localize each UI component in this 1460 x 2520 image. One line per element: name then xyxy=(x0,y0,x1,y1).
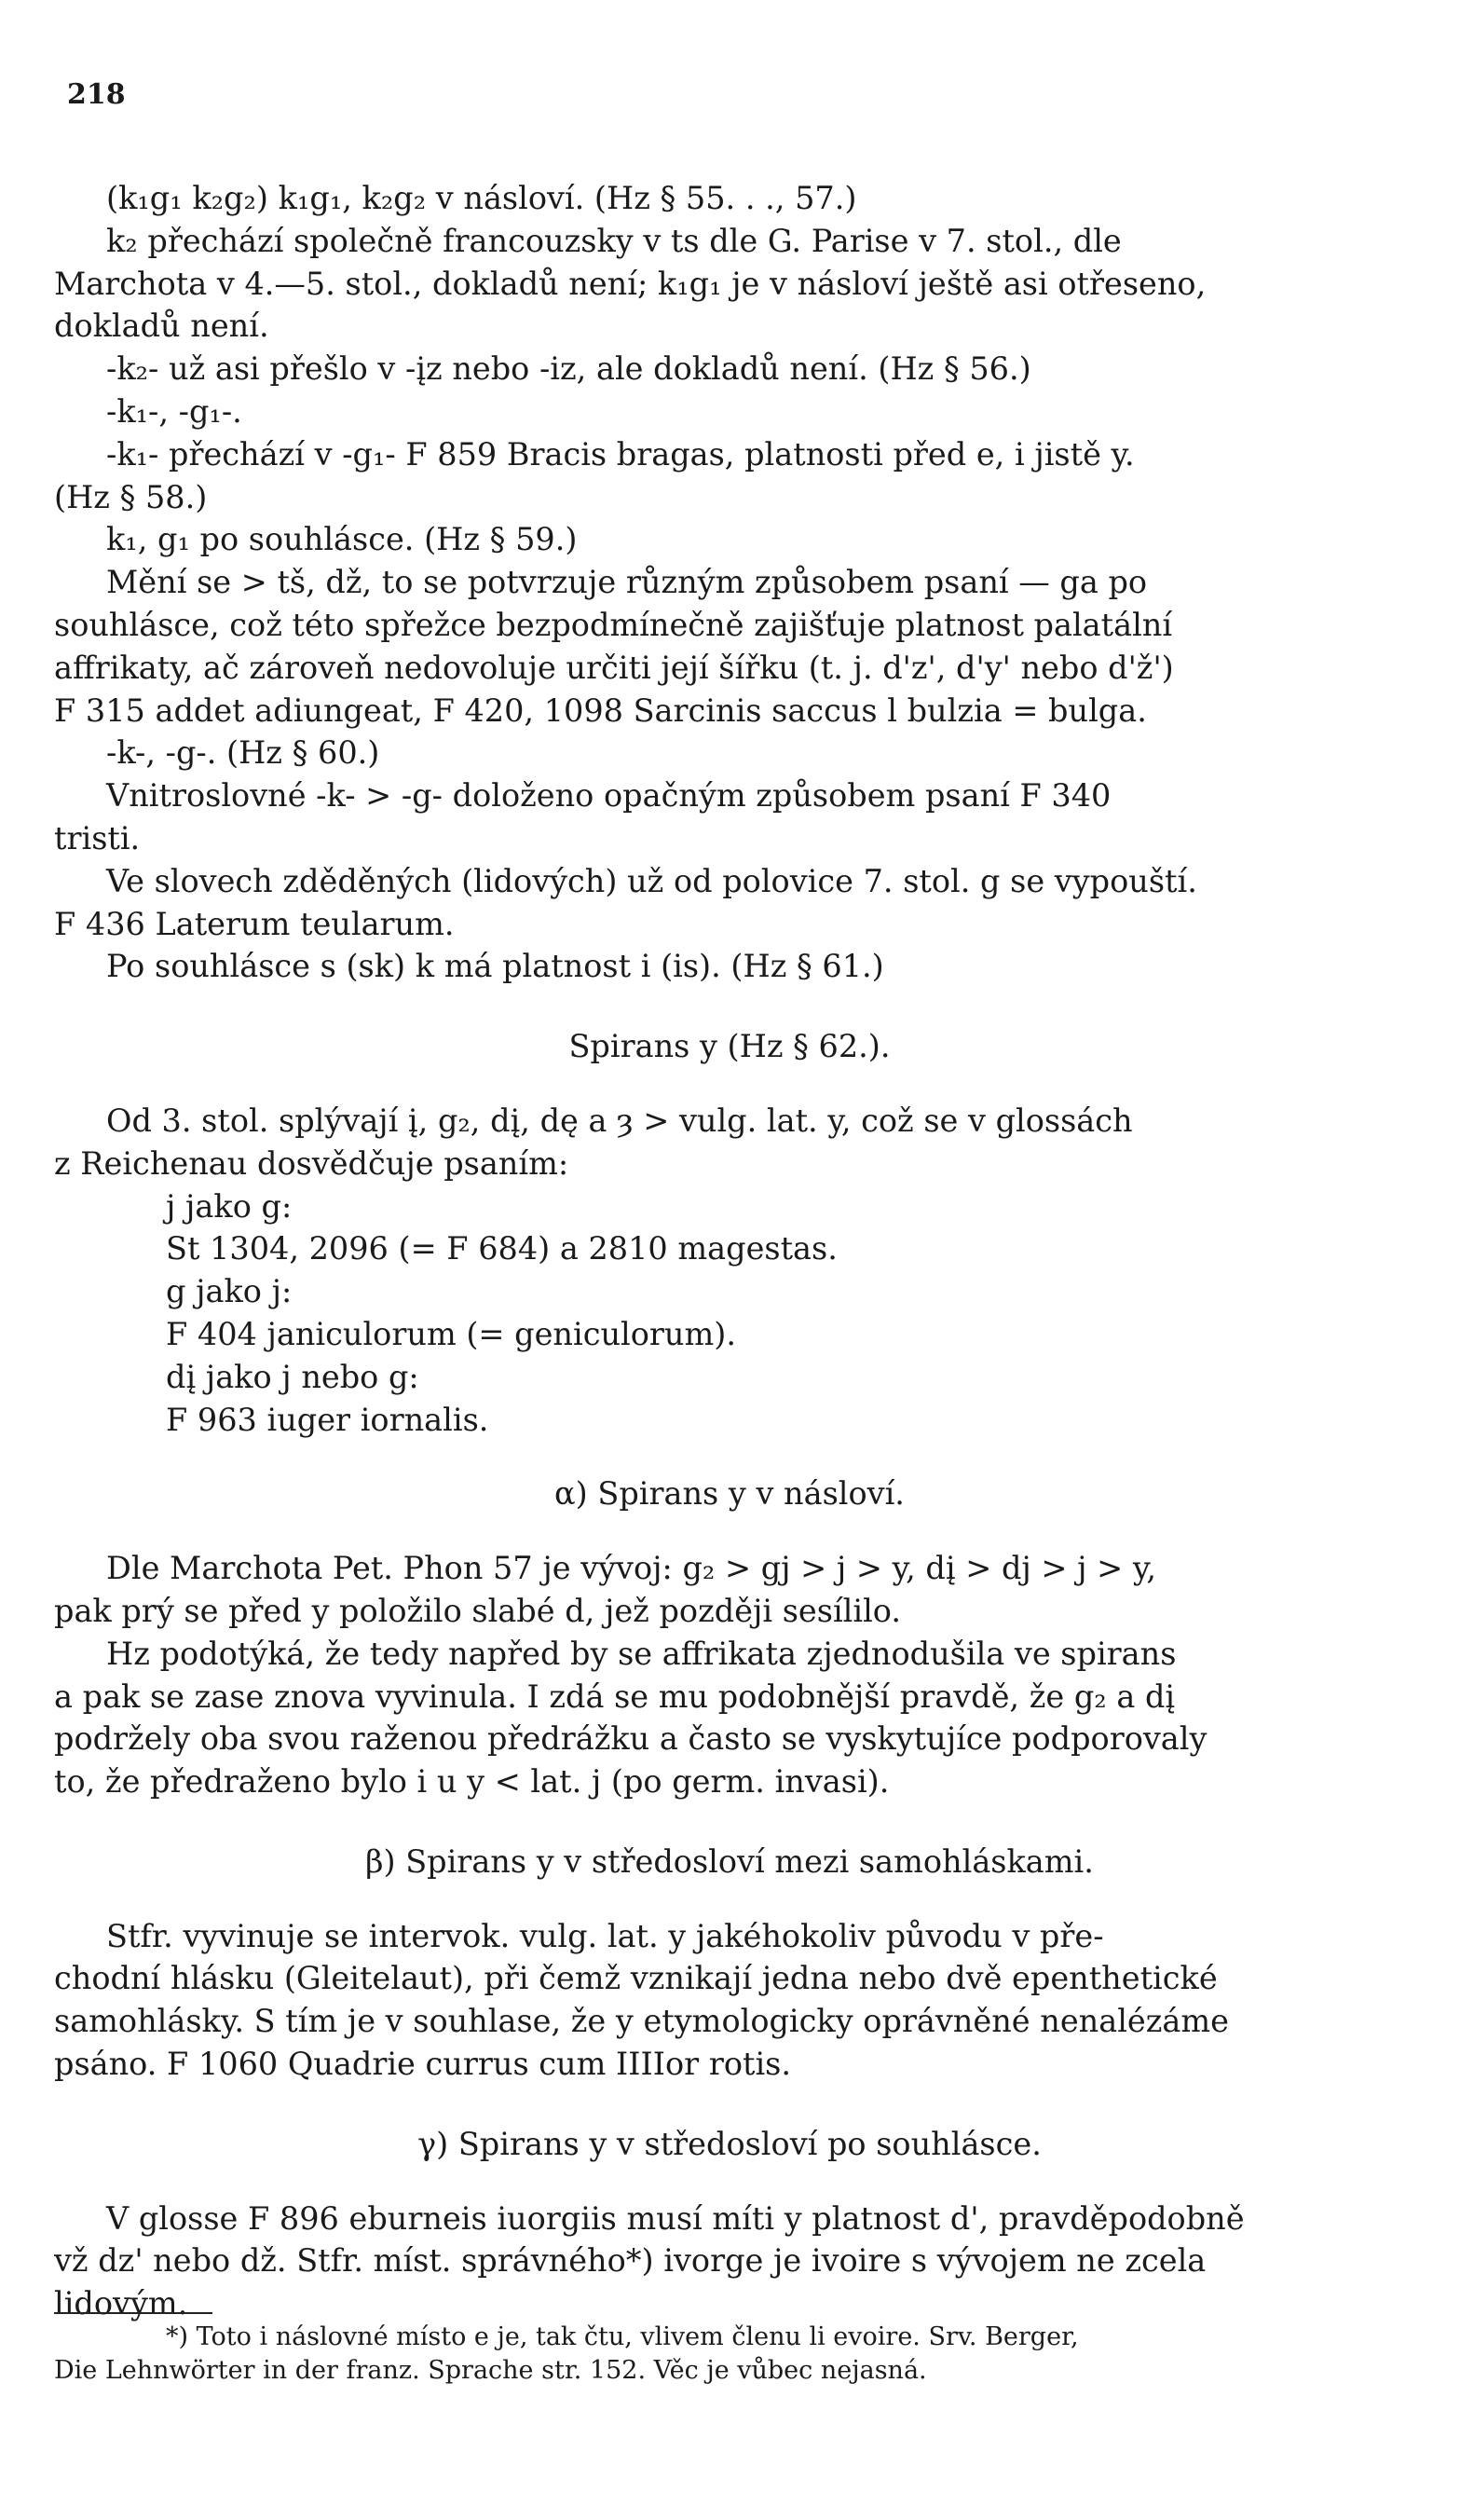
text-line: F 404 janiculorum (= geniculorum). xyxy=(166,1315,736,1352)
page-number: 218 xyxy=(67,78,126,111)
text-line: Po souhlásce s (sk) k má platnost i (is). (Hz § 61.) xyxy=(106,948,884,985)
text-line: -k₂- už asi přešlo v -įz nebo -iz, ale dokladů není. (Hz § 56.) xyxy=(106,350,1031,388)
footnote-line: *) Toto i náslovné místo e je, tak čtu, vlivem členu li evoire. Srv. Berger, xyxy=(166,2322,1079,2351)
text-line: Od 3. stol. splývají į, g₂, dį, dę a ȝ > vulg. lat. y, což se v glossách xyxy=(106,1102,1133,1139)
footnote-divider xyxy=(54,2312,212,2314)
text-line: F 436 Laterum teularum. xyxy=(54,905,455,942)
text-line: St 1304, 2096 (= F 684) a 2810 magestas. xyxy=(166,1230,838,1267)
text-line: k₁, g₁ po souhlásce. (Hz § 59.) xyxy=(106,521,578,558)
text-line: samohlásky. S tím je v souhlase, že y etymologicky oprávněné nenalézáme xyxy=(54,2003,1229,2040)
text-line: dį jako j nebo g: xyxy=(166,1358,419,1395)
text-line: tristi. xyxy=(54,819,141,856)
text-line: k₂ přechází společně francouzsky v ts dle G. Parise v 7. stol., dle xyxy=(106,222,1122,259)
text-line: Ve slovech zděděných (lidových) už od polovice 7. stol. g se vypouští. xyxy=(106,862,1197,899)
text-line: V glosse F 896 eburneis iuorgiis musí míti y platnost d', pravděpodobně xyxy=(106,2199,1245,2237)
section-heading: β) Spirans y v středosloví mezi samohláskami. xyxy=(365,1842,1094,1880)
footnote xyxy=(54,2321,1405,2388)
text-line: Stfr. vyvinuje se intervok. vulg. lat. y jakéhokoliv původu v pře- xyxy=(106,1917,1104,1954)
text-line: -k₁-, -g₁-. xyxy=(106,392,242,430)
text-line: podržely oba svou raženou předrážku a často se vyskytujíce podporovaly xyxy=(54,1720,1208,1758)
text-line: chodní hlásku (Gleitelaut), při čemž vznikají jedna nebo dvě epenthetické xyxy=(54,1960,1218,1997)
text-line: a pak se zase znova vyvinula. I zdá se mu podobnější pravdě, že g₂ a dį xyxy=(54,1678,1176,1715)
text-line: -k₁- přechází v -g₁- F 859 Bracis bragas, platnosti před e, i jistě y. xyxy=(106,435,1135,472)
text-line: (k₁g₁ k₂g₂) k₁g₁, k₂g₂ v násloví. (Hz § 55. . ., 57.) xyxy=(106,180,857,216)
text-line: to, že předraženo bylo i u y < lat. j (po germ. invasi). xyxy=(54,1763,890,1801)
text-line: F 315 addet adiungeat, F 420, 1098 Sarcinis saccus l bulzia = bulga. xyxy=(54,692,1147,729)
text-line: -k-, -g-. (Hz § 60.) xyxy=(106,734,380,772)
text-line: Dle Marchota Pet. Phon 57 je vývoj: g₂ > gj > j > y, dį > dj > j > y, xyxy=(106,1550,1157,1587)
text-line: souhlásce, což této spřežce bezpodmínečně zajišťuje platnost palatální xyxy=(54,606,1173,643)
text-line: z Reichenau dosvědčuje psaním: xyxy=(54,1144,569,1182)
section-heading: α) Spirans y v násloví. xyxy=(554,1475,905,1513)
text-line: (Hz § 58.) xyxy=(54,478,208,515)
text-line: lidovým. xyxy=(54,2285,188,2322)
text-line: Marchota v 4.—5. stol., dokladů není; k₁g₁ je v násloví ještě asi otřeseno, xyxy=(54,265,1207,302)
section-heading: γ) Spirans y v středosloví po souhlásce. xyxy=(417,2125,1042,2162)
text-line: g jako j: xyxy=(166,1273,293,1310)
text-line: Hz podotýká, že tedy napřed by se affrikata zjednodušila ve spirans xyxy=(106,1635,1177,1672)
page-body xyxy=(54,177,1405,2325)
text-line: Mění se > tš, dž, to se potvrzuje různým způsobem psaní — ga po xyxy=(106,564,1148,601)
text-line: vž dz' nebo dž. Stfr. míst. správného*) ivorge je ivoire s vývojem ne zcela xyxy=(54,2242,1207,2280)
text-line: F 963 iuger iornalis. xyxy=(166,1401,489,1438)
text-line: affrikaty, ač zároveň nedovoluje určiti její šířku (t. j. d'z', d'y' nebo d'ž') xyxy=(54,649,1174,686)
text-line: j jako g: xyxy=(166,1187,293,1225)
footnote-line: Die Lehnwörter in der franz. Sprache str. 152. Věc je vůbec nejasná. xyxy=(54,2356,927,2385)
text-line: pak prý se před y položilo slabé d, jež později sesílilo. xyxy=(54,1592,902,1629)
section-heading: Spirans y (Hz § 62.). xyxy=(568,1028,891,1065)
text-line: psáno. F 1060 Quadrie currus cum IIIIor rotis. xyxy=(54,2046,792,2083)
text-line: Vnitroslovné -k- > -g- doloženo opačným způsobem psaní F 340 xyxy=(106,777,1112,815)
text-line: dokladů není. xyxy=(54,308,269,345)
